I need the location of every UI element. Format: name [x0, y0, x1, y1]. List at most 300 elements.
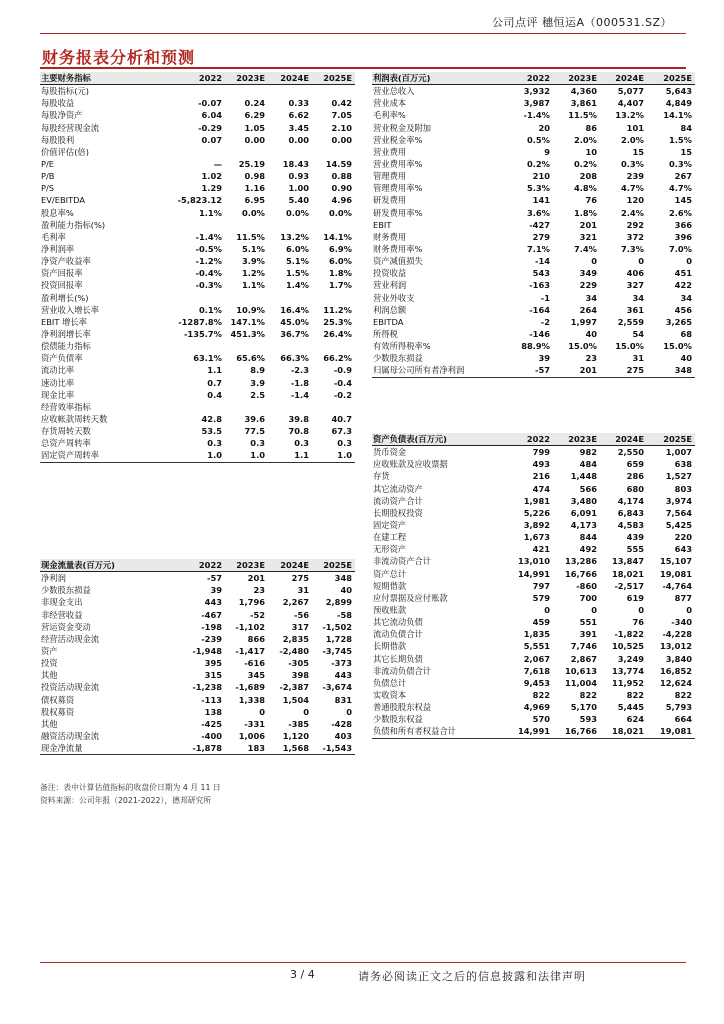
row-value: -1.4% — [195, 231, 222, 242]
row-value: 5,425 — [665, 520, 692, 531]
row-value: 6,091 — [570, 507, 597, 518]
year-header: 2023E — [225, 559, 268, 572]
row-value: 831 — [334, 694, 352, 705]
row-label: 所得税 — [373, 329, 398, 340]
table-row — [40, 633, 355, 645]
row-label: 实收资本 — [373, 690, 407, 701]
table-row — [372, 665, 695, 677]
row-value: 88.9% — [521, 341, 550, 352]
row-value: 797 — [532, 580, 550, 591]
row-value: 3.9% — [241, 256, 265, 267]
row-value: -4,228 — [662, 629, 692, 640]
row-value: 2,267 — [282, 597, 309, 608]
row-value: 1.1% — [198, 207, 222, 218]
row-value: 2,867 — [570, 653, 597, 664]
row-label: 流动负债合计 — [373, 629, 423, 640]
row-value: 26.4% — [323, 329, 352, 340]
row-value: -1,948 — [192, 646, 222, 657]
row-value: 317 — [291, 621, 309, 632]
row-value: 1.7% — [328, 280, 352, 291]
table-row — [372, 483, 695, 495]
row-value — [225, 292, 268, 304]
row-value: -146 — [529, 329, 550, 340]
row-value: 1.0 — [312, 449, 355, 462]
row-value: 101 — [626, 122, 644, 133]
table-row — [372, 640, 695, 652]
table-row — [372, 507, 695, 519]
row-label: 利润总额 — [373, 304, 407, 315]
table-row — [40, 389, 355, 401]
row-value: 0.3 — [337, 438, 352, 449]
row-value: 4.96 — [331, 195, 352, 206]
row-value: 1.16 — [244, 183, 265, 194]
row-label: EBIT 增长率 — [41, 316, 87, 327]
cash-flow-table — [40, 559, 355, 755]
row-label: 固定资产周转率 — [40, 449, 171, 462]
table-row — [372, 555, 695, 567]
row-value: — — [213, 159, 222, 170]
row-value: 0.0% — [328, 207, 352, 218]
row-value: 0.00 — [244, 134, 265, 145]
row-label: 有效所得税率% — [373, 341, 431, 352]
row-value: 484 — [579, 459, 597, 470]
row-value: 1,981 — [523, 495, 550, 506]
row-value: -1,689 — [235, 682, 265, 693]
table-row — [40, 609, 355, 621]
row-label: 少数股东损益 — [373, 353, 423, 364]
row-value: 2.5 — [250, 389, 265, 400]
table-row — [372, 352, 695, 364]
table-row — [40, 207, 355, 219]
row-value: 1.8% — [328, 268, 352, 279]
row-value — [225, 219, 268, 231]
table-row — [372, 243, 695, 255]
row-value: 1,568 — [268, 742, 312, 755]
row-value: 229 — [579, 280, 597, 291]
row-label: 研发费用 — [373, 195, 407, 206]
table-row — [372, 689, 695, 701]
row-value: 77.5 — [244, 426, 265, 437]
row-value: 6.62 — [288, 110, 309, 121]
row-value: 348 — [647, 364, 695, 377]
row-value: 11,004 — [564, 677, 597, 688]
row-value: 14.59 — [325, 159, 352, 170]
table-row — [372, 255, 695, 267]
row-value: 66.2% — [323, 353, 352, 364]
row-value: 1,006 — [238, 731, 265, 742]
row-value: 422 — [674, 280, 692, 291]
row-value: 34 — [632, 292, 644, 303]
table-row — [372, 713, 695, 725]
row-value: 0.0% — [285, 207, 309, 218]
row-value: 474 — [532, 483, 550, 494]
row-value: 201 — [579, 219, 597, 230]
table-row — [372, 316, 695, 328]
table-row — [40, 304, 355, 316]
table-row — [372, 304, 695, 316]
row-value — [268, 340, 312, 352]
row-value: 2.4% — [620, 207, 644, 218]
row-value — [268, 85, 312, 98]
row-label: 营业总收入 — [373, 86, 415, 97]
row-label: 营业费用 — [373, 146, 407, 157]
row-label: 债权募资 — [41, 694, 75, 705]
row-value: 3,861 — [570, 98, 597, 109]
row-label: EBIT — [373, 219, 392, 230]
year-header: 2025E — [647, 433, 695, 446]
row-value: 40 — [585, 329, 597, 340]
row-value: 120 — [626, 195, 644, 206]
row-value: 403 — [334, 731, 352, 742]
row-value: 15.0% — [663, 341, 692, 352]
row-value: 0.3% — [668, 159, 692, 170]
table-row — [40, 231, 355, 243]
row-label: 存货 — [373, 471, 390, 482]
row-label: 股权募资 — [41, 706, 75, 717]
table-row — [372, 543, 695, 555]
row-value: 3.45 — [288, 122, 309, 133]
row-value: 7,564 — [665, 507, 692, 518]
row-value: 1.1 — [207, 365, 222, 376]
row-value: 659 — [626, 459, 644, 470]
row-value: 2,559 — [617, 316, 644, 327]
row-value: 1.29 — [201, 183, 222, 194]
row-value: 19,081 — [647, 725, 695, 738]
row-value: 275 — [600, 364, 647, 377]
row-value: 3,974 — [665, 495, 692, 506]
row-label: 盈利能力指标(%) — [41, 219, 106, 230]
row-label: 投资收益 — [373, 268, 407, 279]
row-value: 0.5% — [526, 134, 550, 145]
row-value: 1,527 — [665, 471, 692, 482]
table-row — [40, 352, 355, 364]
row-value: 23 — [585, 353, 597, 364]
row-value: 13,847 — [611, 556, 644, 567]
row-value: 0.2% — [573, 159, 597, 170]
row-value — [312, 219, 355, 231]
row-value: 451 — [674, 268, 692, 279]
row-value: 0.88 — [331, 171, 352, 182]
row-value: 4.7% — [620, 183, 644, 194]
row-value: -305 — [288, 658, 309, 669]
row-value: 42.8 — [201, 414, 222, 424]
row-label: 固定资产 — [373, 520, 407, 531]
row-value: 4,969 — [523, 702, 550, 713]
row-value: 9,453 — [523, 677, 550, 688]
row-value: 16,766 — [553, 725, 600, 738]
table-row — [372, 170, 695, 182]
row-value: 348 — [334, 573, 352, 584]
row-label: 非经营收益 — [41, 609, 83, 620]
row-value: 1.5% — [668, 134, 692, 145]
table-row — [372, 531, 695, 543]
row-value — [312, 340, 355, 352]
row-value: 275 — [291, 573, 309, 584]
row-label: 毛利率% — [373, 110, 406, 121]
row-value: 456 — [674, 304, 692, 315]
row-value: 1,835 — [523, 629, 550, 640]
row-value: 5,226 — [523, 507, 550, 518]
row-value: -3,674 — [322, 682, 352, 693]
table-header-row — [40, 72, 355, 85]
main-indicators-table — [40, 72, 355, 463]
row-value — [268, 146, 312, 158]
row-value — [312, 292, 355, 304]
row-value: 1.0 — [225, 449, 268, 462]
row-label: 归属母公司所有者净利润 — [372, 364, 507, 377]
row-value: 1,338 — [238, 694, 265, 705]
row-label: 其他 — [41, 718, 58, 729]
table-row — [40, 158, 355, 170]
row-value: -58 — [337, 609, 352, 620]
row-value: 7.0% — [668, 244, 692, 255]
row-value: -0.4 — [333, 377, 352, 388]
row-value: -0.2 — [333, 389, 352, 400]
row-value: 0.3% — [620, 159, 644, 170]
year-header: 2022 — [171, 559, 225, 572]
row-value: 2,067 — [523, 653, 550, 664]
row-value: -3,745 — [322, 646, 352, 657]
row-value: -427 — [529, 219, 550, 230]
row-value: 624 — [626, 714, 644, 725]
year-header: 2022 — [507, 72, 553, 85]
row-value: 1.8% — [573, 207, 597, 218]
table-row — [372, 122, 695, 134]
row-value: 4.7% — [668, 183, 692, 194]
row-value: 15 — [632, 146, 644, 157]
row-value: 1.4% — [285, 280, 309, 291]
row-value: -1,417 — [235, 646, 265, 657]
row-value: -56 — [294, 609, 309, 620]
row-label: 盈利增长(%) — [41, 292, 89, 303]
row-value: 9 — [544, 146, 550, 157]
row-value: 551 — [579, 617, 597, 628]
row-value: 664 — [674, 714, 692, 725]
row-value: 391 — [579, 629, 597, 640]
row-label: 应收帐款周转天数 — [41, 414, 108, 424]
row-value: -1.4% — [523, 110, 550, 121]
row-value: 5.1% — [285, 256, 309, 267]
row-value: 822 — [532, 690, 550, 701]
row-value: -340 — [671, 617, 692, 628]
row-value: 6.0% — [328, 256, 352, 267]
row-value: 1.0 — [171, 449, 225, 462]
row-value: 138 — [204, 706, 222, 717]
table-row — [372, 134, 695, 146]
table-row — [372, 701, 695, 713]
row-value: 11.5% — [236, 231, 265, 242]
row-label: 速动比率 — [41, 377, 75, 388]
table-row — [40, 377, 355, 389]
row-label: 现金比率 — [41, 389, 75, 400]
row-value: 315 — [204, 670, 222, 681]
row-label: 其它流动资产 — [373, 483, 423, 494]
header-divider — [40, 33, 686, 34]
table-row — [372, 231, 695, 243]
row-value: 7.4% — [573, 244, 597, 255]
row-value: 18,021 — [611, 568, 644, 579]
table-row — [372, 470, 695, 482]
table-row — [40, 109, 355, 121]
row-value: 0.24 — [244, 98, 265, 109]
row-value: 16,766 — [564, 568, 597, 579]
table-row — [40, 243, 355, 255]
row-value: 11.5% — [568, 110, 597, 121]
table-row — [40, 328, 355, 340]
row-value: 25.3% — [323, 316, 352, 327]
table-row — [372, 279, 695, 291]
table-row — [372, 109, 695, 121]
table-row — [40, 584, 355, 596]
row-value: 31 — [632, 353, 644, 364]
row-value: 421 — [532, 544, 550, 555]
row-label: 负债总计 — [373, 677, 407, 688]
title-divider — [40, 67, 686, 69]
row-value: 15.0% — [568, 341, 597, 352]
valuation-note: 备注：表中计算估值指标的收盘价日期为 4 月 11 日 — [40, 783, 221, 792]
row-value: 799 — [532, 447, 550, 458]
year-header: 2024E — [268, 559, 312, 572]
row-value: 13,774 — [611, 665, 644, 676]
table-row — [372, 580, 695, 592]
row-value: 4,173 — [570, 520, 597, 531]
row-value: -1,502 — [322, 621, 352, 632]
year-header: 2025E — [312, 72, 355, 85]
table-row — [40, 413, 355, 425]
row-value: 14.1% — [323, 231, 352, 242]
row-label: 营业税金率% — [373, 134, 423, 145]
table-row — [372, 458, 695, 470]
row-value: 2.10 — [331, 122, 352, 133]
row-value: -5,823.12 — [177, 195, 222, 206]
row-value: 361 — [626, 304, 644, 315]
row-label: 管理费用率% — [373, 183, 423, 194]
row-value — [312, 401, 355, 413]
table-header-row — [372, 433, 695, 446]
row-label: 每股股利 — [41, 134, 75, 145]
row-value: 40.7 — [331, 414, 352, 424]
row-value: 279 — [532, 231, 550, 242]
row-value: 2,835 — [282, 633, 309, 644]
row-value: -2,517 — [614, 580, 644, 591]
row-value: 208 — [579, 171, 597, 182]
row-value: 1,120 — [282, 731, 309, 742]
row-value: -373 — [331, 658, 352, 669]
row-value: 0.90 — [331, 183, 352, 194]
row-label: 营运资金变动 — [41, 621, 91, 632]
row-value: 16.4% — [280, 304, 309, 315]
row-label: 长期借款 — [373, 641, 407, 652]
row-value: 619 — [626, 592, 644, 603]
row-value — [225, 146, 268, 158]
row-value — [268, 292, 312, 304]
row-value: 145 — [674, 195, 692, 206]
row-value: 65.6% — [236, 353, 265, 364]
row-value: 638 — [674, 459, 692, 470]
year-header: 2022 — [171, 72, 225, 85]
row-label: P/S — [41, 183, 55, 194]
row-value: 0.93 — [288, 171, 309, 182]
row-label: 每股净资产 — [41, 110, 83, 121]
row-value: 5,077 — [617, 86, 644, 97]
row-label: 融资活动现金流 — [41, 731, 100, 742]
row-value: 0 — [346, 706, 352, 717]
row-value — [171, 219, 225, 231]
row-value: 3,840 — [665, 653, 692, 664]
row-value: -385 — [288, 718, 309, 729]
row-value: 267 — [674, 171, 692, 182]
row-value: 11,952 — [611, 677, 644, 688]
row-value: 0 — [638, 605, 644, 616]
row-value: 7.1% — [526, 244, 550, 255]
table-row — [372, 604, 695, 616]
row-value: 0.2% — [526, 159, 550, 170]
table-row — [40, 425, 355, 437]
row-label: 每股经营现金流 — [41, 122, 100, 133]
row-value: 0.00 — [331, 134, 352, 145]
row-label: 非流动资产合计 — [373, 556, 432, 567]
row-value: 3,265 — [665, 316, 692, 327]
row-label: 应付票据及应付账款 — [373, 592, 448, 603]
row-value: 86 — [585, 122, 597, 133]
row-label: 资产负债率 — [41, 353, 83, 364]
table-row — [372, 519, 695, 531]
row-value: -4,764 — [662, 580, 692, 591]
row-value: 1.05 — [244, 122, 265, 133]
row-value: 67.3 — [331, 426, 352, 437]
page-number: 3 / 4 — [290, 968, 315, 981]
row-value — [268, 219, 312, 231]
row-label: 投资回报率 — [41, 280, 83, 291]
row-value: 13.2% — [615, 110, 644, 121]
row-label: 经营效率指标 — [41, 401, 91, 412]
row-value: 0 — [686, 256, 692, 267]
row-value: 14,991 — [507, 725, 553, 738]
row-value: 2.0% — [620, 134, 644, 145]
row-value: 1.1 — [268, 449, 312, 462]
row-value: 366 — [674, 219, 692, 230]
row-value — [312, 146, 355, 158]
table-row — [40, 85, 355, 98]
row-value: -14 — [535, 256, 550, 267]
row-value: 15,107 — [659, 556, 692, 567]
table-row — [40, 122, 355, 134]
year-header: 2023E — [553, 433, 600, 446]
table-row — [40, 730, 355, 742]
row-value: 3,932 — [523, 86, 550, 97]
row-value — [171, 292, 225, 304]
row-value: 579 — [532, 592, 550, 603]
row-value: 570 — [532, 714, 550, 725]
row-value: 643 — [674, 544, 692, 555]
row-value: 39.6 — [244, 414, 265, 424]
row-value: -1.8 — [290, 377, 309, 388]
row-label: 资产总计 — [373, 568, 407, 579]
row-value: -400 — [201, 731, 222, 742]
row-value: 36.7% — [280, 329, 309, 340]
row-value: -1,878 — [171, 742, 225, 755]
table-row — [40, 255, 355, 267]
row-value: 0.07 — [201, 134, 222, 145]
table-row — [372, 653, 695, 665]
row-value: 10.9% — [236, 304, 265, 315]
table-row — [40, 219, 355, 231]
row-value: -860 — [576, 580, 597, 591]
table-row — [40, 97, 355, 109]
row-value: 216 — [532, 471, 550, 482]
row-value: 12,624 — [659, 677, 692, 688]
report-header: 公司点评 穗恒运A（000531.SZ） — [491, 16, 672, 29]
